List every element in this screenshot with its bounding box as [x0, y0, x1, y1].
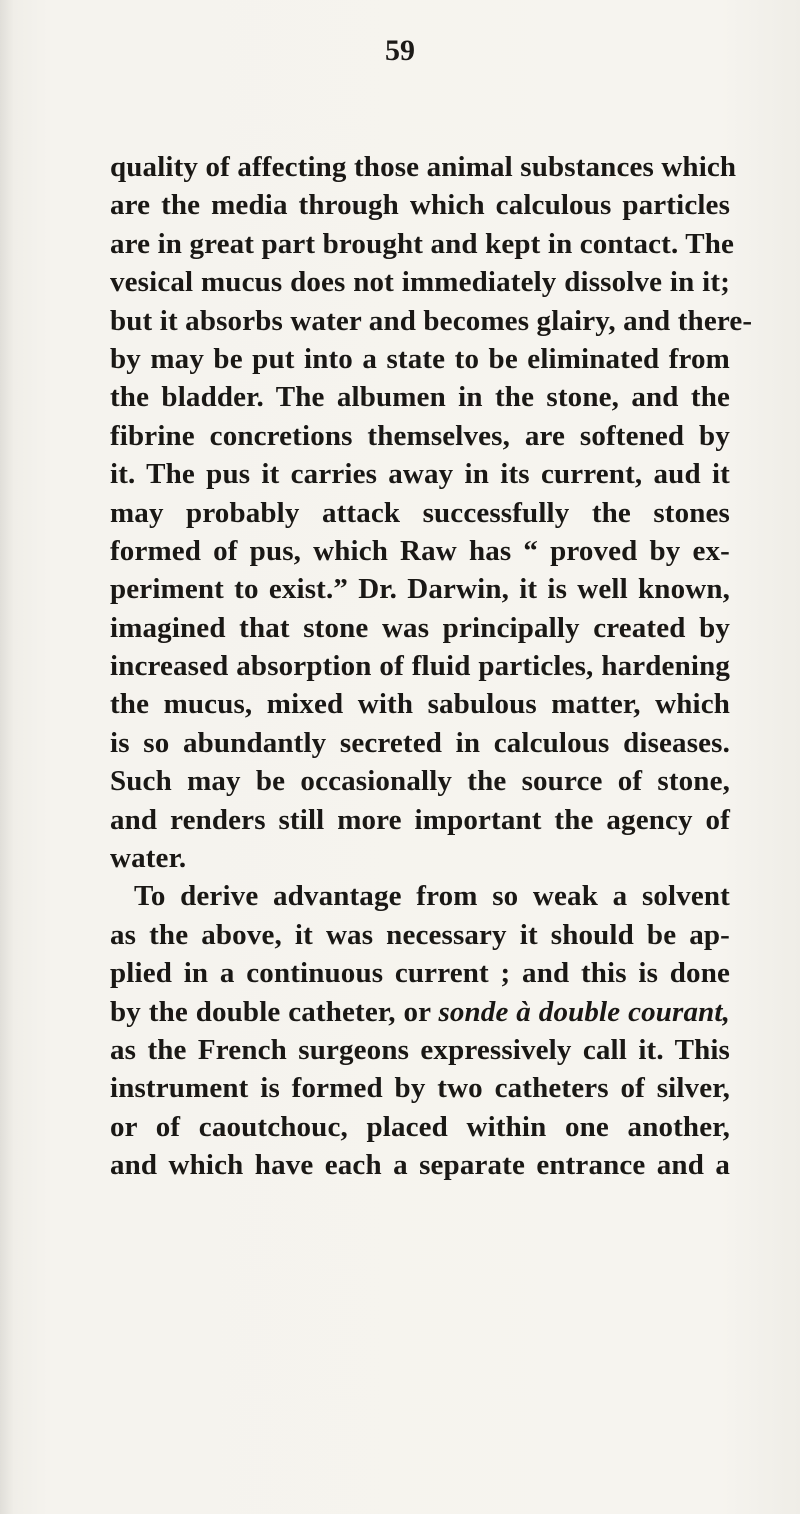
text-line: are the media through which calculous particles [110, 189, 730, 222]
text-span: by the double catheter, or [110, 995, 439, 1028]
paragraph-first-line: To derive advantage from so weak a solvent [134, 880, 730, 913]
text-line: the bladder. The albumen in the stone, and the [110, 381, 730, 414]
text-line: may probably attack successfully the stones [110, 496, 730, 529]
text-line: it. The pus it carries away in its current, aud it [110, 458, 730, 491]
text-line: but it absorbs water and becomes glairy, and there- [110, 304, 753, 337]
text-line: by may be put into a state to be eliminated from [110, 342, 730, 375]
text-line: water. [110, 842, 187, 875]
text-line: Such may be occasionally the source of stone, [110, 765, 730, 798]
text-line: the mucus, mixed with sabulous matter, which [110, 688, 730, 721]
text-line: and renders still more important the agency of [110, 803, 730, 836]
text-line: plied in a continuous current ; and this is done [110, 957, 730, 990]
body-text [110, 148, 753, 1185]
text-line: imagined that stone was principally created by [110, 611, 730, 644]
text-line: as the French surgeons expressively call it. This [110, 1033, 730, 1066]
text-line: vesical mucus does not immediately dissolve in it; [110, 266, 730, 299]
page-edge-shadow [0, 0, 14, 1514]
text-line: formed of pus, which Raw has “ proved by ex- [110, 534, 730, 567]
text-line: quality of affecting those animal substances which [110, 151, 737, 183]
text-line: and which have each a separate entrance and a [110, 1149, 730, 1182]
text-line [110, 993, 730, 1031]
text-line: instrument is formed by two catheters of silver, [110, 1072, 730, 1105]
text-line: periment to exist.” Dr. Darwin, it is well known, [110, 573, 730, 606]
text-line: are in great part brought and kept in contact. The [110, 227, 735, 260]
text-line: fibrine concretions themselves, are softened by [110, 419, 730, 452]
italic-term: sonde à double courant, [438, 995, 731, 1028]
text-line: or of caoutchouc, placed within one another, [110, 1110, 730, 1143]
text-line: is so abundantly secreted in calculous diseases. [110, 726, 730, 759]
page-number: 59 [385, 34, 415, 67]
text-line: as the above, it was necessary it should be ap- [110, 918, 730, 951]
text-line: increased absorption of fluid particles, hardening [110, 650, 730, 683]
